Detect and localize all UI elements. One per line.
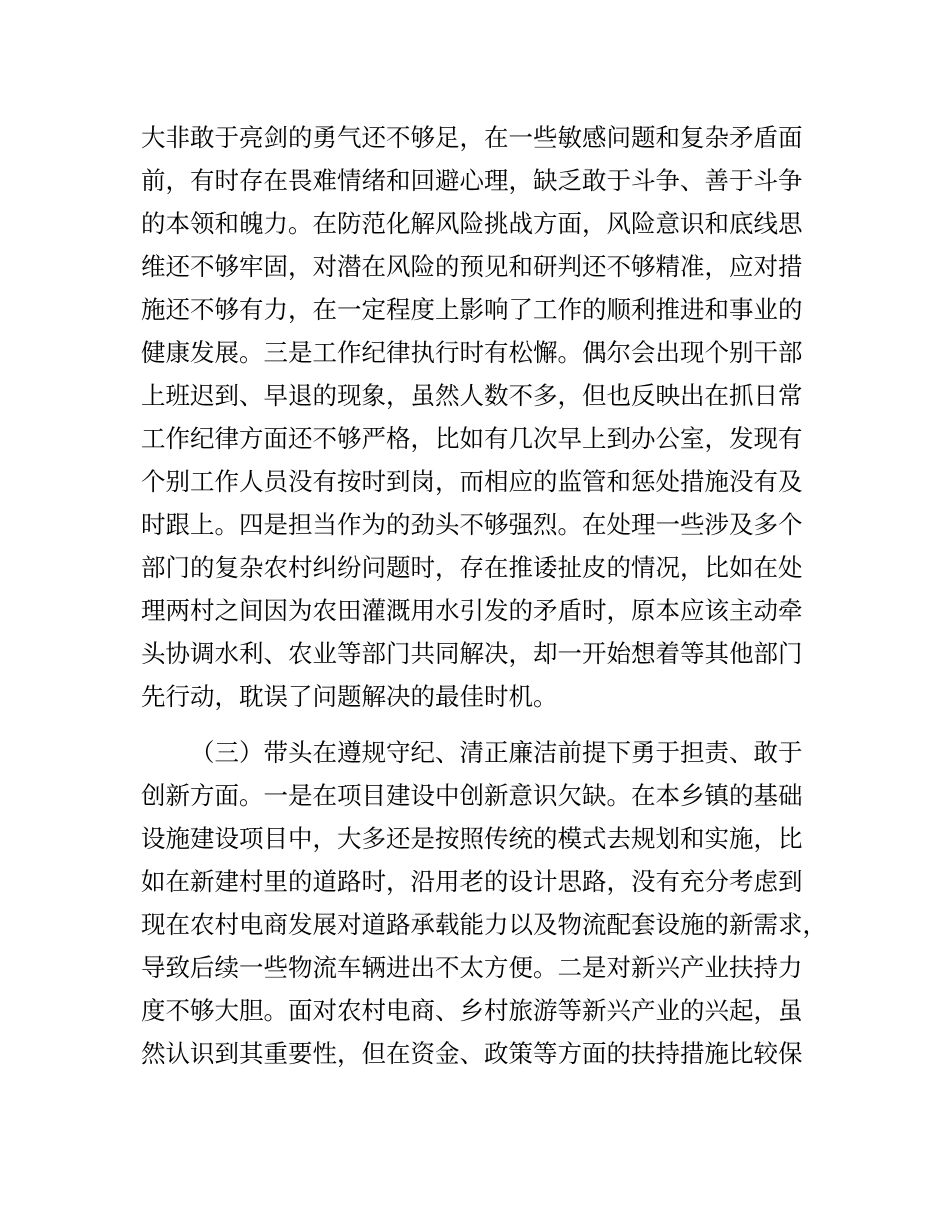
text-line: 施还不够有力，在一定程度上影响了工作的顺利推进和事业的 [141, 295, 803, 324]
text-line: 大非敢于亮剑的勇气还不够足，在一些敏感问题和复杂矛盾面 [141, 123, 803, 152]
text-line: 如在新建村里的道路时，沿用老的设计思路，没有充分考虑到 [141, 867, 803, 896]
text-line: 设施建设项目中，大多还是按照传统的模式去规划和实施，比 [141, 824, 803, 853]
text-line: 度不够大胆。面对农村电商、乡村旅游等新兴产业的兴起，虽 [141, 996, 803, 1025]
text-line: 头协调水利、农业等部门共同解决，却一开始想着等其他部门 [141, 639, 803, 668]
text-line: 时跟上。四是担当作为的劲头不够强烈。在处理一些涉及多个 [141, 510, 803, 539]
text-line: 理两村之间因为农田灌溉用水引发的矛盾时，原本应该主动牵 [141, 596, 803, 625]
text-line: 健康发展。三是工作纪律执行时有松懈。偶尔会出现个别干部 [141, 338, 803, 367]
text-line: 创新方面。一是在项目建设中创新意识欠缺。在本乡镇的基础 [141, 781, 803, 810]
text-line: 前，有时存在畏难情绪和回避心理，缺乏敢于斗争、善于斗争 [141, 166, 803, 195]
text-line: 先行动，耽误了问题解决的最佳时机。 [141, 682, 558, 711]
text-line: 导致后续一些物流车辆进出不太方便。二是对新兴产业扶持力 [141, 953, 803, 982]
text-line: 维还不够牢固，对潜在风险的预见和研判还不够精准，应对措 [141, 252, 803, 281]
text-line: 然认识到其重要性，但在资金、政策等方面的扶持措施比较保 [141, 1039, 803, 1068]
text-line: 现在农村电商发展对道路承载能力以及物流配套设施的新需求， [141, 910, 827, 939]
text-line: 的本领和魄力。在防范化解风险挑战方面，风险意识和底线思 [141, 209, 803, 238]
text-line: 个别工作人员没有按时到岗，而相应的监管和惩处措施没有及 [141, 467, 803, 496]
text-line: 工作纪律方面还不够严格，比如有几次早上到办公室，发现有 [141, 424, 803, 453]
text-line: （三）带头在遵规守纪、清正廉洁前提下勇于担责、敢于 [190, 738, 803, 767]
text-line: 部门的复杂农村纠纷问题时，存在推诿扯皮的情况，比如在处 [141, 553, 803, 582]
text-line: 上班迟到、早退的现象，虽然人数不多，但也反映出在抓日常 [141, 381, 803, 410]
